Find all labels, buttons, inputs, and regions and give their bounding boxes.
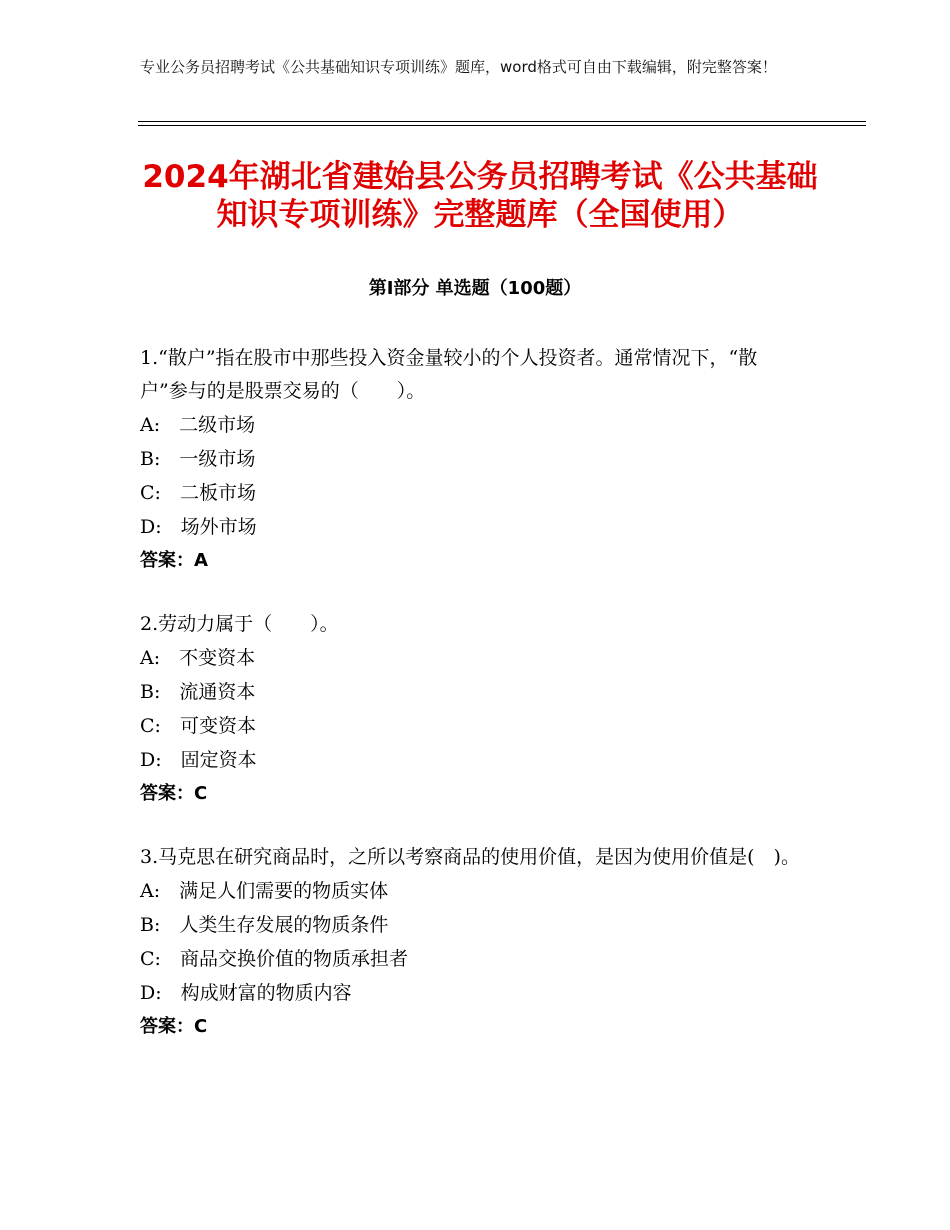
option-a: A: 不变资本: [140, 647, 256, 669]
question-list: [140, 342, 800, 1074]
question-3: [140, 841, 800, 1044]
option-c: C: 可变资本: [140, 715, 256, 737]
section-title: 第Ⅰ部分 单选题（100题）: [368, 278, 582, 299]
option-b: B: 一级市场: [140, 448, 256, 470]
answer: 答案：C: [140, 783, 208, 804]
header-note: 专业公务员招聘考试《公共基础知识专项训练》题库，word格式可自由下载编辑，附完整答案！: [140, 58, 777, 76]
question-2: [140, 608, 800, 811]
question-stem: 3.马克思在研究商品时，之所以考察商品的使用价值，是因为使用价值是( )。: [140, 846, 800, 868]
question-1: [140, 342, 800, 578]
option-b: B: 流通资本: [140, 681, 256, 703]
option-d: D: 场外市场: [140, 516, 257, 538]
option-d: D: 构成财富的物质内容: [140, 982, 352, 1004]
header-divider: [138, 121, 866, 122]
option-c: C: 商品交换价值的物质承担者: [140, 948, 408, 970]
option-a: A: 满足人们需要的物质实体: [140, 880, 389, 902]
header-divider-thin: [138, 125, 866, 126]
option-a: A: 二级市场: [140, 414, 256, 436]
option-d: D: 固定资本: [140, 749, 257, 771]
option-b: B: 人类生存发展的物质条件: [140, 914, 389, 936]
answer: 答案：A: [140, 550, 208, 571]
document-title: 2024年湖北省建始县公务员招聘考试《公共基础知识专项训练》完整题库（全国使用）: [142, 159, 818, 233]
option-c: C: 二板市场: [140, 482, 256, 504]
question-stem: 1.“散户”指在股市中那些投入资金量较小的个人投资者。通常情况下，“散户”参与的是股票交易的（ ）。: [140, 347, 758, 402]
question-stem: 2.劳动力属于（ ）。: [140, 613, 339, 635]
answer: 答案：C: [140, 1016, 208, 1037]
